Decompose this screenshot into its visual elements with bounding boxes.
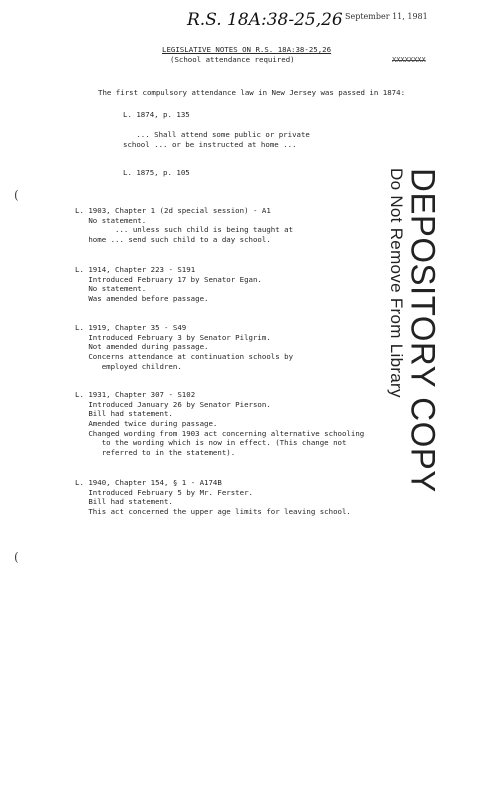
entry-quote-line-2: home ... send such child to a day school. xyxy=(88,234,271,244)
margin-mark-1: ( xyxy=(14,188,19,202)
intro-paragraph: The first compulsory attendance law in New Jersey was passed in 1874: xyxy=(98,88,406,97)
entry-note: Amended twice during passage. xyxy=(88,418,218,428)
stamp-line-2: Do Not Remove From Library xyxy=(387,168,406,398)
entry-note: Bill had statement. xyxy=(88,409,173,419)
citation-1874: L. 1874, p. 135 xyxy=(123,110,190,119)
entry-1940 xyxy=(75,478,351,517)
entry-note: Bill had statement. xyxy=(88,497,173,507)
entry-citation: L. 1914, Chapter 223 - S191 xyxy=(75,265,196,274)
entry-citation: L. 1919, Chapter 35 - S49 xyxy=(75,323,187,332)
entry-1931 xyxy=(75,390,364,457)
document-title: LEGISLATIVE NOTES ON R.S. 18A:38-25,26 xyxy=(162,45,332,54)
entry-note: Introduced January 26 by Senator Pierson. xyxy=(88,399,271,409)
entry-note: Changed wording from 1903 act concerning alternative schooling xyxy=(88,428,365,438)
entry-note: Introduced February 3 by Senator Pilgrim. xyxy=(88,332,271,342)
quote-1874-line-1: ... Shall attend some public or private xyxy=(136,130,310,139)
entry-note: Introduced February 17 by Senator Egan. xyxy=(88,274,262,284)
entry-citation: L. 1931, Chapter 307 - S102 xyxy=(75,390,196,399)
entry-quote-line-1: ... unless such child is being taught at xyxy=(115,225,294,235)
entry-note: Concerns attendance at continuation schools by xyxy=(88,351,294,361)
entry-note: Introduced February 5 by Mr. Ferster. xyxy=(88,487,253,497)
entry-citation: L. 1903, Chapter 1 (2d special session) - A1 xyxy=(75,206,271,215)
handwritten-reference: R.S. 18A:38-25,26 xyxy=(187,10,343,30)
entry-note: Was amended before passage. xyxy=(88,293,209,303)
entry-note: Not amended during passage. xyxy=(88,342,209,352)
margin-mark-2: ( xyxy=(14,550,19,564)
struck-out-mark: XXXXXXXX xyxy=(392,56,426,64)
entry-1914 xyxy=(75,265,262,304)
entry-note-continuation: referred to in the statement). xyxy=(101,447,236,457)
document-subtitle: (School attendance required) xyxy=(170,55,295,64)
entry-1919 xyxy=(75,323,293,371)
quote-1874 xyxy=(123,130,310,149)
document-date: September 11, 1981 xyxy=(345,12,428,21)
entry-note: No statement. xyxy=(88,215,147,225)
citation-1875: L. 1875, p. 105 xyxy=(123,168,190,177)
entry-citation: L. 1940, Chapter 154, § 1 - A174B xyxy=(75,478,222,487)
quote-1874-line-2: school ... or be instructed at home ... xyxy=(123,139,297,149)
entry-note-continuation: to the wording which is now in effect. (This change not xyxy=(101,438,347,448)
stamp-line-1: DEPOSITORY COPY xyxy=(404,168,443,493)
entry-note: This act concerned the upper age limits for leaving school. xyxy=(88,506,351,516)
entry-note-continuation: employed children. xyxy=(101,361,182,371)
entry-1903 xyxy=(75,206,293,245)
entry-note: No statement. xyxy=(88,284,147,294)
